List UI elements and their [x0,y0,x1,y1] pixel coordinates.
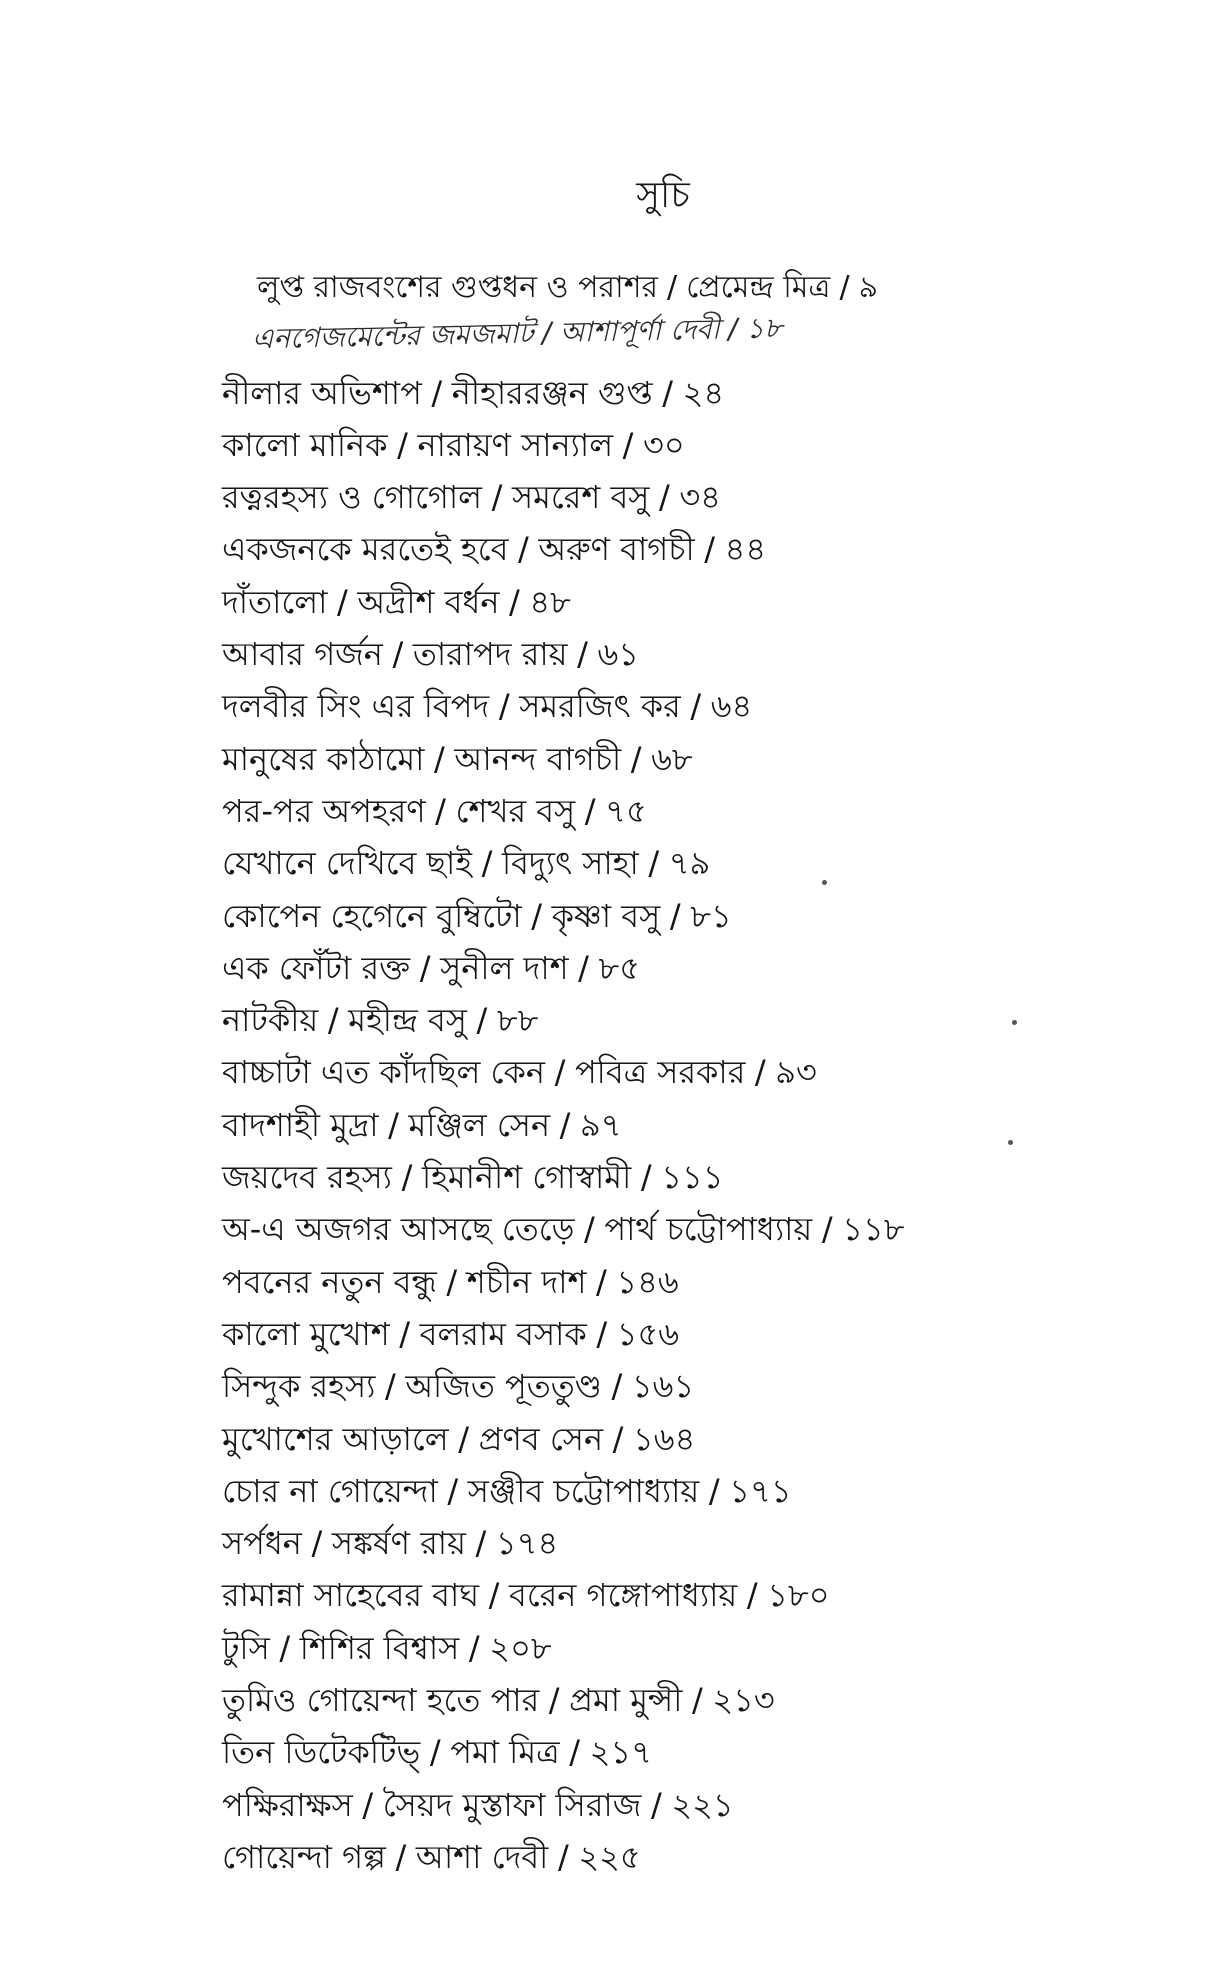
entry-author: কৃষ্ণা বসু [551,896,661,935]
separator: / [433,739,445,778]
entry-author: অরুণ বাগচী [538,530,695,569]
entry-page-number: ৮৮ [496,1001,539,1040]
entry-author: প্রণব সেন [478,1419,604,1458]
entry-page-number: ২১৭ [589,1733,652,1772]
entry-title: আবার গর্জন [222,635,383,674]
toc-entry [222,1046,1182,1098]
separator: / [662,373,673,412]
toc-entry [222,680,1182,732]
entry-author: সুনীল দাশ [440,948,569,987]
entry-page-number: ২৪ [682,373,725,412]
entry-title: দলবীর সিং এর বিপদ [222,687,490,726]
separator: / [691,1681,703,1720]
separator: / [650,1785,662,1824]
separator: / [584,791,596,830]
entry-author: হিমানীশ গোস্বামী [421,1158,632,1197]
toc-entry [222,994,1182,1046]
entry-page-number: ১৮০ [767,1576,830,1615]
separator: / [336,582,348,621]
toc-entry [222,1517,1182,1569]
entry-author: আশা দেবী [415,1837,549,1876]
separator: / [419,948,431,987]
entry-title: পর-পর অপহরণ [222,791,426,830]
toc-entry [222,523,1182,575]
toc-entry [222,942,1182,994]
entry-page-number: ৯৩ [775,1053,817,1092]
separator: / [431,373,443,412]
entry-title: নাটকীয় [222,1001,319,1040]
separator: / [311,1524,323,1563]
separator: / [611,1367,623,1406]
separator: / [491,478,503,517]
entry-author: প্রেমেন্দ্র মিত্র [686,270,831,305]
toc-entry [222,733,1182,785]
stray-mark [1012,1020,1017,1025]
entry-title: মুখোশের আড়ালে [222,1419,449,1458]
entry-author: বিদ্যুৎ সাহা [501,844,639,883]
entry-title: জয়দেব রহস্য [222,1158,392,1197]
separator: / [559,1105,571,1144]
separator: / [577,635,588,674]
entry-title: দাঁতালো [222,582,328,621]
separator: / [746,1576,758,1615]
entry-author: বলরাম বসাক [419,1314,587,1353]
entry-author: বরেন গঙ্গোপাধ্যায় [509,1576,738,1615]
entry-author: পার্থ চট্টোপাধ্যায় [604,1210,813,1249]
entry-title: পবনের নতুন বন্ধু [222,1262,437,1301]
separator: / [429,1733,441,1772]
entry-page-number: ৩৪ [679,478,721,517]
toc-entry [222,1779,1182,1831]
entry-author: সৈয়দ মুস্তাফা সিরাজ [382,1785,642,1824]
entry-page-number: ৬৪ [710,687,753,726]
toc-entry [222,367,1182,419]
entry-page-number: ৭৯ [668,844,711,883]
toc-entry [222,890,1182,942]
entry-title: লুপ্ত রাজবংশের গুপ্তধন ও পরাশর [257,270,658,305]
stray-mark [822,880,827,885]
entry-author: শচীন দাশ [466,1262,587,1301]
toc-entry [222,1256,1182,1308]
entry-author: পমা মিত্র [450,1733,560,1772]
toc-entry [222,1308,1182,1360]
entry-page-number: ৮৫ [598,948,641,987]
separator: / [458,1419,470,1458]
entry-title: সিন্দুক রহস্য [222,1367,376,1406]
entry-page-number: ২২৫ [578,1837,641,1876]
separator: / [554,1053,566,1092]
entry-title: এনগেজমেন্টের জমজমাট [251,316,534,356]
toc-entry [222,1360,1182,1412]
separator: / [640,1158,652,1197]
toc-entry [222,1622,1182,1674]
entry-page-number: ১৬৪ [633,1419,696,1458]
separator: / [384,1367,396,1406]
separator: / [327,1001,339,1040]
entry-page-number: ১১১ [661,1158,724,1197]
entry-author: সঙ্কর্ষণ রায় [331,1524,466,1563]
entry-author: সমরজিৎ কর [519,687,681,726]
separator: / [531,896,543,935]
separator: / [659,478,670,517]
entry-title: তিন ডিটেকটিভ্ [222,1733,421,1772]
separator: / [395,1837,407,1876]
entry-author: মঞ্জিল সেন [408,1105,551,1144]
toc-entry [222,1831,1182,1883]
toc-entry [222,1099,1182,1151]
separator: / [669,896,681,935]
toc-entry [222,837,1182,889]
entry-title: একজনকে মরতেই হবে [222,530,509,569]
entry-page-number: ৯৭ [580,1105,622,1144]
entry-title: রত্নরহস্য ও গোগোল [222,478,482,517]
toc-entry [222,1465,1182,1517]
entry-page-number: ২১৩ [712,1681,775,1720]
entry-author: প্রমা মুন্সী [569,1681,683,1720]
page-title: সুচি [636,175,690,216]
separator: / [754,1053,766,1092]
entry-author: নীহাররঞ্জন গুপ্ত [451,373,653,412]
separator: / [435,791,446,830]
entry-page-number: ১৫৬ [616,1314,680,1353]
entry-page-number: ১১৮ [842,1210,905,1249]
entry-title: নীলার অভিশাপ [222,373,422,412]
toc-entry [222,785,1182,837]
entry-author: সমরেশ বসু [511,478,650,517]
entry-page-number: ১৭৪ [495,1524,559,1563]
entry-title: টুসি [222,1628,270,1667]
toc-entry [222,1151,1182,1203]
entry-title: বাদশাহী মুদ্রা [222,1105,379,1144]
entry-author: আশাপূর্ণা দেবী [559,312,721,350]
entry-page-number: ১৮ [745,311,783,346]
entry-page-number: ৬১ [597,635,640,674]
entry-page-number: ৩০ [643,425,685,464]
separator: / [392,635,404,674]
entry-title: গোয়েন্দা গল্প [222,1837,386,1876]
separator: / [708,1471,720,1510]
entry-author: আনন্দ বাগচী [454,739,622,778]
entry-author: অদ্রীশ বর্ধন [357,582,500,621]
entry-page-number: ২২১ [671,1785,734,1824]
separator: / [488,1576,500,1615]
entry-title: চোর না গোয়েন্দা [222,1471,438,1510]
toc-entry [222,1203,1182,1255]
entry-author: তারাপদ রায় [412,635,568,674]
separator: / [399,1314,411,1353]
entry-author: সঞ্জীব চট্টোপাধ্যায় [467,1471,700,1510]
entry-page-number: ৪৪ [724,530,767,569]
entry-author: শেখর বসু [455,791,576,830]
separator: / [690,687,702,726]
entry-page-number: ৭৫ [605,791,647,830]
separator: / [518,530,529,569]
separator: / [667,270,678,305]
entry-title: বাচ্চাটা এত কাঁদছিল কেন [222,1053,545,1092]
entry-page-number: ৪৮ [529,582,571,621]
entry-title: তুমিও গোয়েন্দা হতে পার [222,1681,540,1720]
separator: / [509,582,520,621]
toc-entry [222,419,1182,471]
separator: / [596,1262,607,1301]
separator: / [630,739,642,778]
separator: / [397,425,408,464]
separator: / [839,270,850,305]
entry-page-number: ১৭১ [729,1471,792,1510]
separator: / [362,1785,374,1824]
toc-entry [222,1674,1182,1726]
toc-entry [222,1569,1182,1621]
separator: / [481,844,493,883]
separator: / [596,1314,608,1353]
toc-entry [222,1726,1182,1778]
toc-entry [222,628,1182,680]
entry-title: সর্পধন [222,1524,302,1563]
entry-title: মানুষের কাঠামো [222,739,425,778]
separator: / [704,530,716,569]
entry-page-number: ৯ [858,270,879,305]
entry-title: পক্ষিরাক্ষস [222,1785,353,1824]
separator: / [388,1105,399,1144]
separator: / [447,1471,459,1510]
separator: / [548,1681,560,1720]
separator: / [476,1001,488,1040]
entry-page-number: ২০৮ [489,1628,552,1667]
separator: / [569,1733,580,1772]
entry-author: পবিত্র সরকার [574,1053,746,1092]
separator: / [557,1837,569,1876]
separator: / [468,1628,480,1667]
separator: / [622,425,634,464]
entry-page-number: ১৬১ [631,1367,695,1406]
entry-page-number: ৮১ [690,896,732,935]
separator: / [821,1210,833,1249]
entry-author: নারায়ণ সান্যাল [417,425,614,464]
table-of-contents [222,262,1182,1883]
separator: / [498,687,510,726]
entry-author: মহীন্দ্র বসু [348,1001,467,1040]
separator: / [541,316,552,350]
toc-entry [222,471,1182,523]
separator: / [578,948,589,987]
entry-title: অ-এ অজগর আসছে তেড়ে [222,1210,575,1249]
entry-title: এক ফোঁটা রক্ত [222,948,411,987]
entry-title: যেখানে দেখিবে ছাই [222,844,472,883]
separator: / [727,312,738,346]
entry-title: কালো মুখোশ [222,1314,390,1353]
entry-author: শিশির বিশ্বাস [299,1628,460,1667]
entry-title: রামান্না সাহেবের বাঘ [222,1576,480,1615]
entry-title: কালো মানিক [222,425,388,464]
toc-entry [222,576,1182,628]
entry-title: কোপেন হেগেনে বুম্বিটো [222,896,522,935]
stray-mark [1008,1140,1013,1145]
separator: / [279,1628,291,1667]
entry-author: অজিত পূততুণ্ড [405,1367,602,1406]
separator: / [612,1419,624,1458]
entry-page-number: ৬৮ [651,739,693,778]
toc-entry [222,1413,1182,1465]
separator: / [401,1158,413,1197]
separator: / [648,844,660,883]
separator: / [446,1262,458,1301]
separator: / [584,1210,595,1249]
separator: / [475,1524,487,1563]
entry-page-number: ১৪৬ [616,1262,679,1301]
